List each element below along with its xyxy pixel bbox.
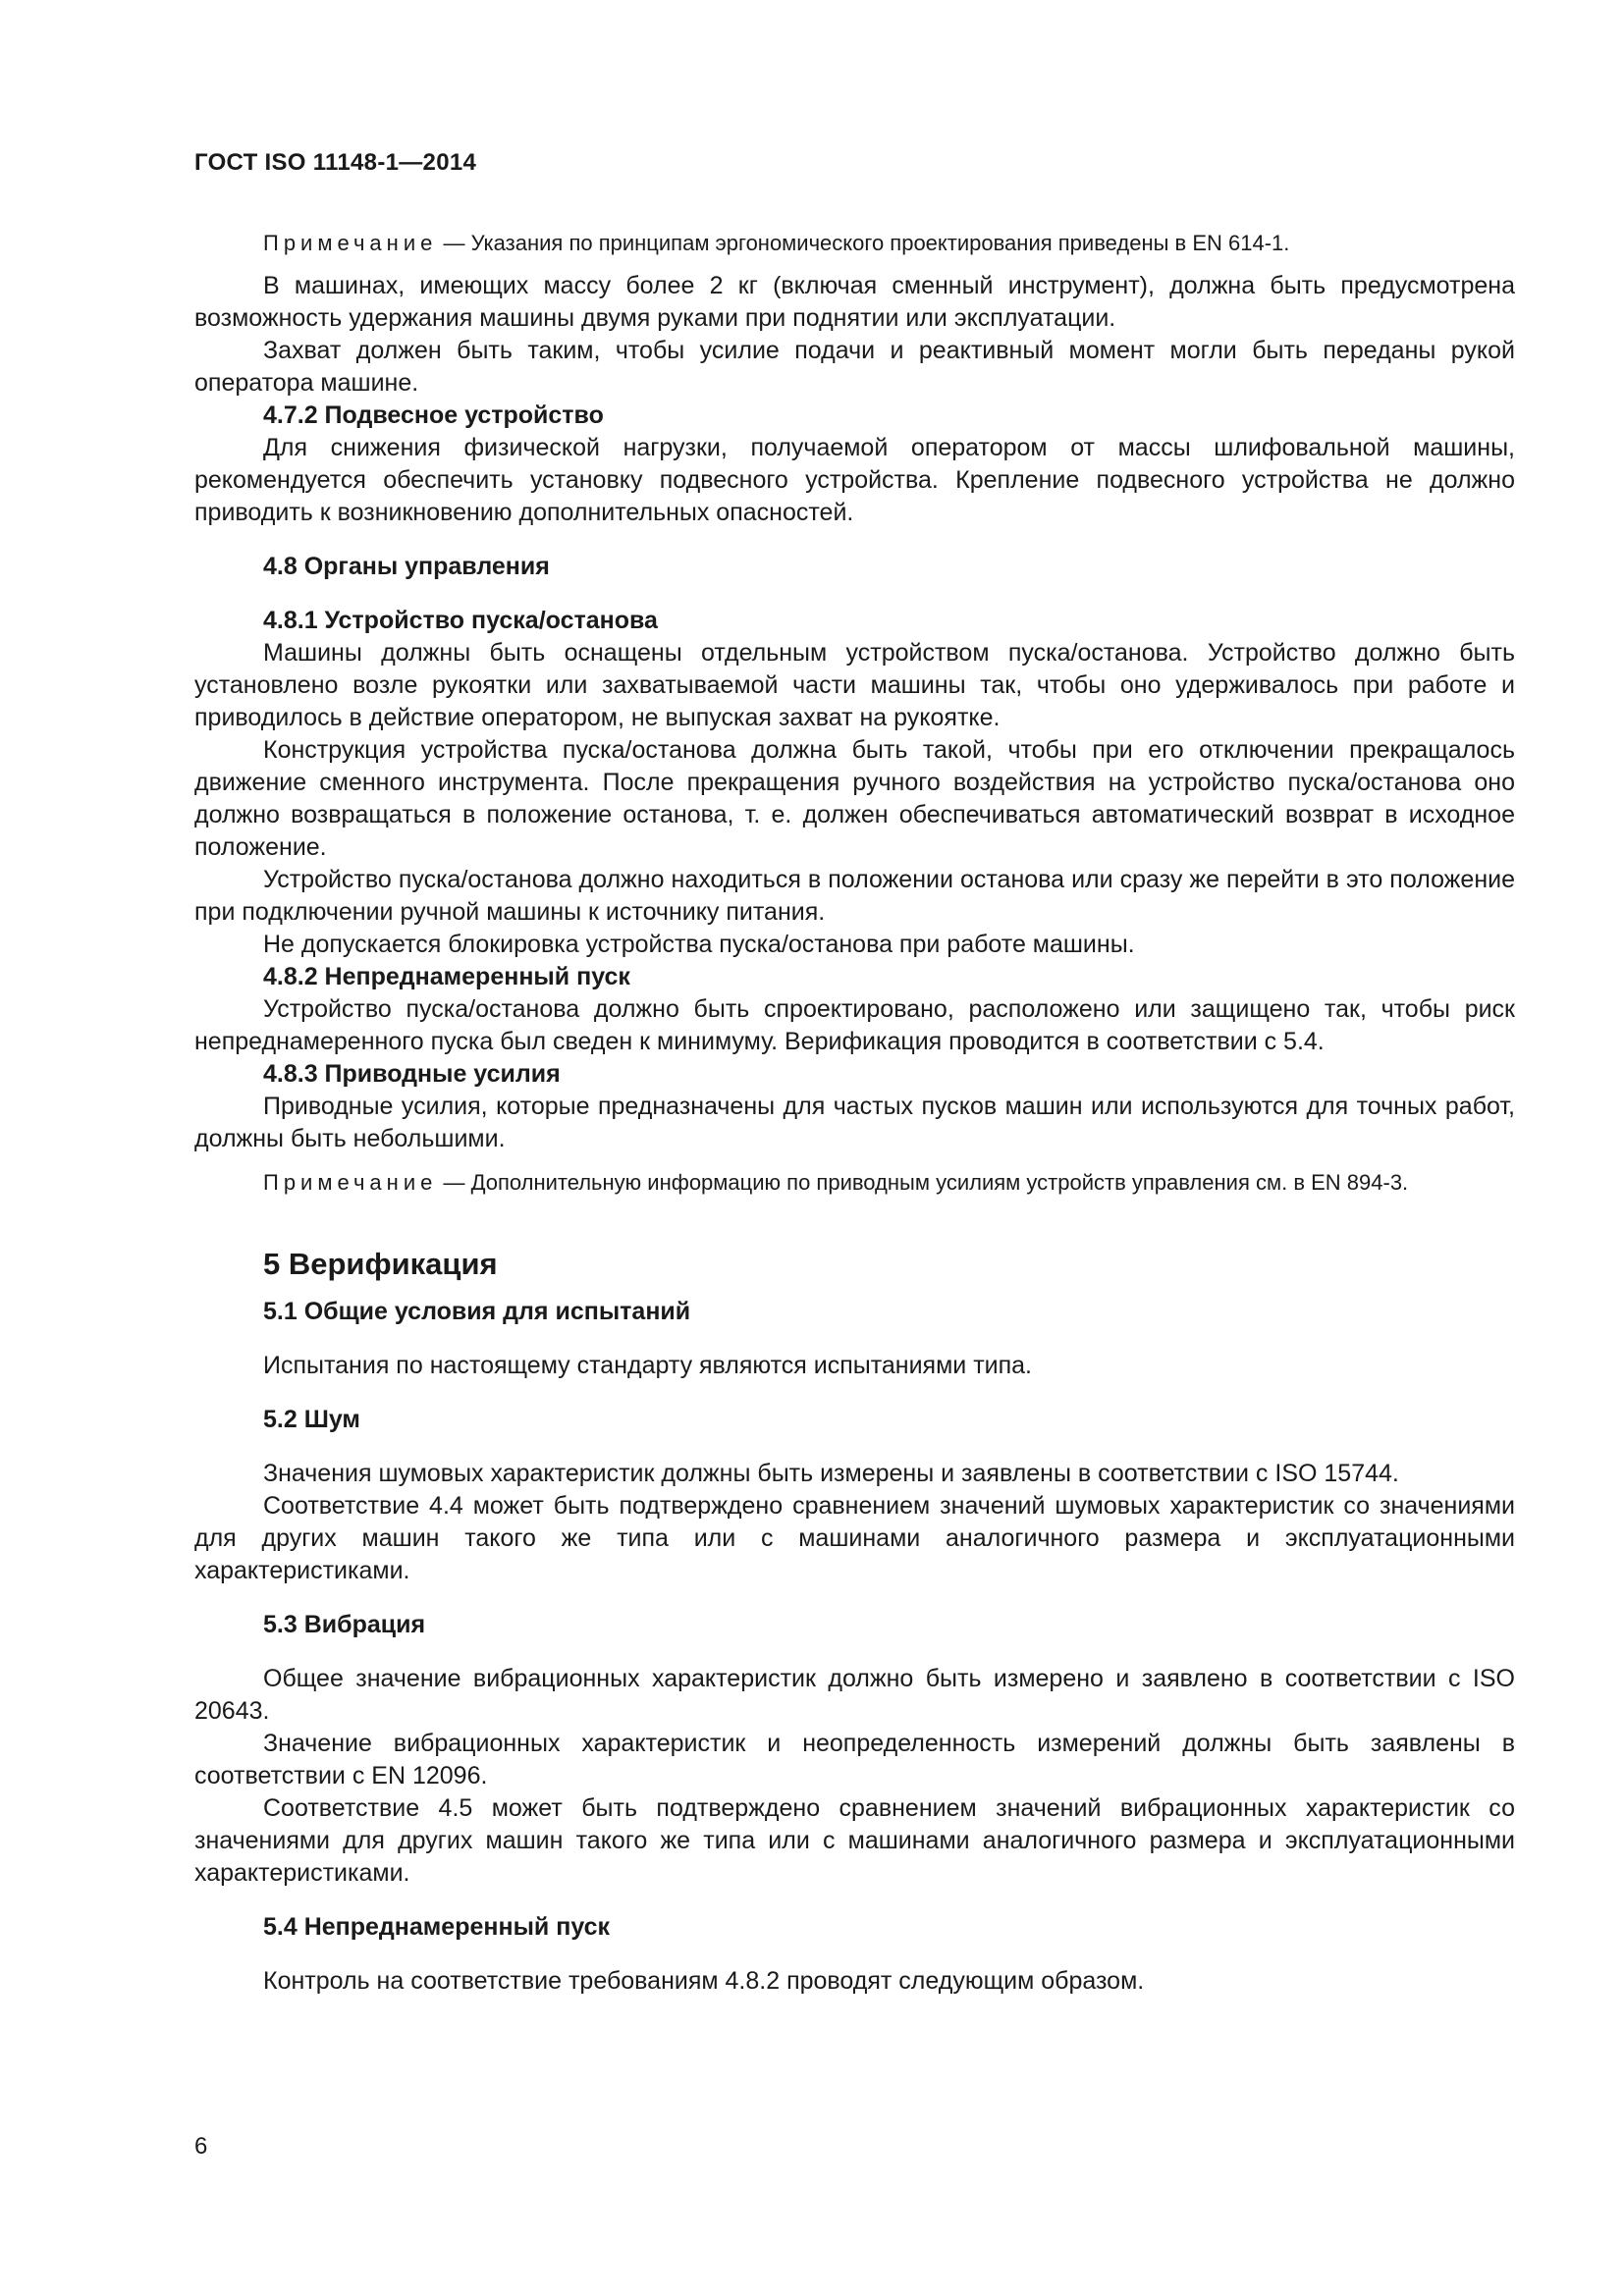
note-label: Примечание xyxy=(263,1170,438,1195)
section-heading-5-4: 5.4 Непреднамеренный пуск xyxy=(263,1913,611,1941)
document-header: ГОСТ ISO 11148-1—2014 xyxy=(194,149,477,176)
paragraph-unintended-start-check: Контроль на соответствие требованиям 4.8.2 проводят следующим образом. xyxy=(263,1967,1145,1995)
paragraph-actuating-forces: Приводные усилия, которые предназначены для частых пусков машин или используются для точных работ, должны быть небольшими. xyxy=(194,1093,1515,1152)
section-heading-5-1: 5.1 Общие условия для испытаний xyxy=(263,1298,691,1325)
section-heading-4-7-2: 4.7.2 Подвесное устройство xyxy=(263,401,604,429)
page-number: 6 xyxy=(194,2133,208,2160)
paragraph-start-stop-design: Конструкция устройства пуска/останова должна быть такой, чтобы при его отключении прекращалось движение сменного инструмента. После прекращения ручного воздействия на устройство пуска/останова оно должно возвращаться в положение останова, т. е. должен обеспечиваться автоматический возврат в исходное положение. xyxy=(194,736,1515,861)
note-text: — Указания по принципам эргономического проектирования приведены в EN 614-1. xyxy=(437,231,1290,255)
paragraph-no-locking: Не допускается блокировка устройства пуска/останова при работе машины. xyxy=(263,931,1135,958)
paragraph-type-tests: Испытания по настоящему стандарту являются испытаниями типа. xyxy=(263,1352,1032,1379)
section-heading-5-3: 5.3 Вибрация xyxy=(263,1611,426,1638)
paragraph-noise-compliance: Соответствие 4.4 может быть подтверждено сравнением значений шумовых характеристик со значениями для других машин такого же типа или с машинами аналогичного размера и эксплуатационными характеристиками. xyxy=(194,1492,1515,1584)
paragraph-noise-measure: Значения шумовых характеристик должны быть измерены и заявлены в соответствии с ISO 15744. xyxy=(263,1460,1399,1487)
section-heading-5: 5 Верификация xyxy=(263,1247,498,1281)
note-actuating-forces xyxy=(194,1167,1515,1198)
document-body xyxy=(194,228,1515,1998)
paragraph-vibration-compliance: Соответствие 4.5 может быть подтверждено сравнением значений вибрационных характеристик со значениями для других машин такого же типа или с машинами аналогичного размера и эксплуатационными характеристиками. xyxy=(194,1794,1515,1887)
note-label: Примечание xyxy=(263,231,438,255)
paragraph-two-hands: В машинах, имеющих массу более 2 кг (включая сменный инструмент), должна быть предусмотрена возможность удержания машины двумя руками при поднятии или эксплуатации. xyxy=(194,272,1515,332)
paragraph-vibration-uncertainty: Значение вибрационных характеристик и неопределенность измерений должны быть заявлены в соответствии с EN 12096. xyxy=(194,1730,1515,1789)
section-heading-5-2: 5.2 Шум xyxy=(263,1406,360,1433)
note-text: — Дополнительную информацию по приводным усилиям устройств управления см. в EN 894-3. xyxy=(437,1170,1409,1195)
section-heading-4-8-3: 4.8.3 Приводные усилия xyxy=(263,1060,561,1088)
paragraph-power-connection: Устройство пуска/останова должно находиться в положении останова или сразу же перейти в это положение при подключении ручной машины к источнику питания. xyxy=(194,866,1515,926)
note-ergonomics xyxy=(194,228,1515,258)
paragraph-start-stop-device: Машины должны быть оснащены отдельным устройством пуска/останова. Устройство должно быть установлено возле рукоятки или захватываемой части машины так, чтобы оно удерживалось при работе и приводилось в действие оператором, не выпуская захват на рукоятке. xyxy=(194,639,1515,731)
paragraph-vibration-measure: Общее значение вибрационных характеристик должно быть измерено и заявлено в соответствии с ISO 20643. xyxy=(194,1665,1515,1725)
paragraph-suspension: Для снижения физической нагрузки, получаемой оператором от массы шлифовальной машины, рекомендуется обеспечить установку подвесного устройства. Крепление подвесного устройства не должно приводить к возникновению дополнительных опасностей. xyxy=(194,434,1515,526)
paragraph-unintended-start: Устройство пуска/останова должно быть спроектировано, расположено или защищено так, чтобы риск непреднамеренного пуска был сведен к минимуму. Верификация проводится в соответствии с 5.4. xyxy=(194,995,1515,1055)
section-heading-4-8: 4.8 Органы управления xyxy=(263,553,550,580)
section-heading-4-8-1: 4.8.1 Устройство пуска/останова xyxy=(263,607,658,634)
paragraph-grip: Захват должен быть таким, чтобы усилие подачи и реактивный момент могли быть переданы рукой оператора машине. xyxy=(194,337,1515,397)
section-heading-4-8-2: 4.8.2 Непреднамеренный пуск xyxy=(263,963,630,990)
